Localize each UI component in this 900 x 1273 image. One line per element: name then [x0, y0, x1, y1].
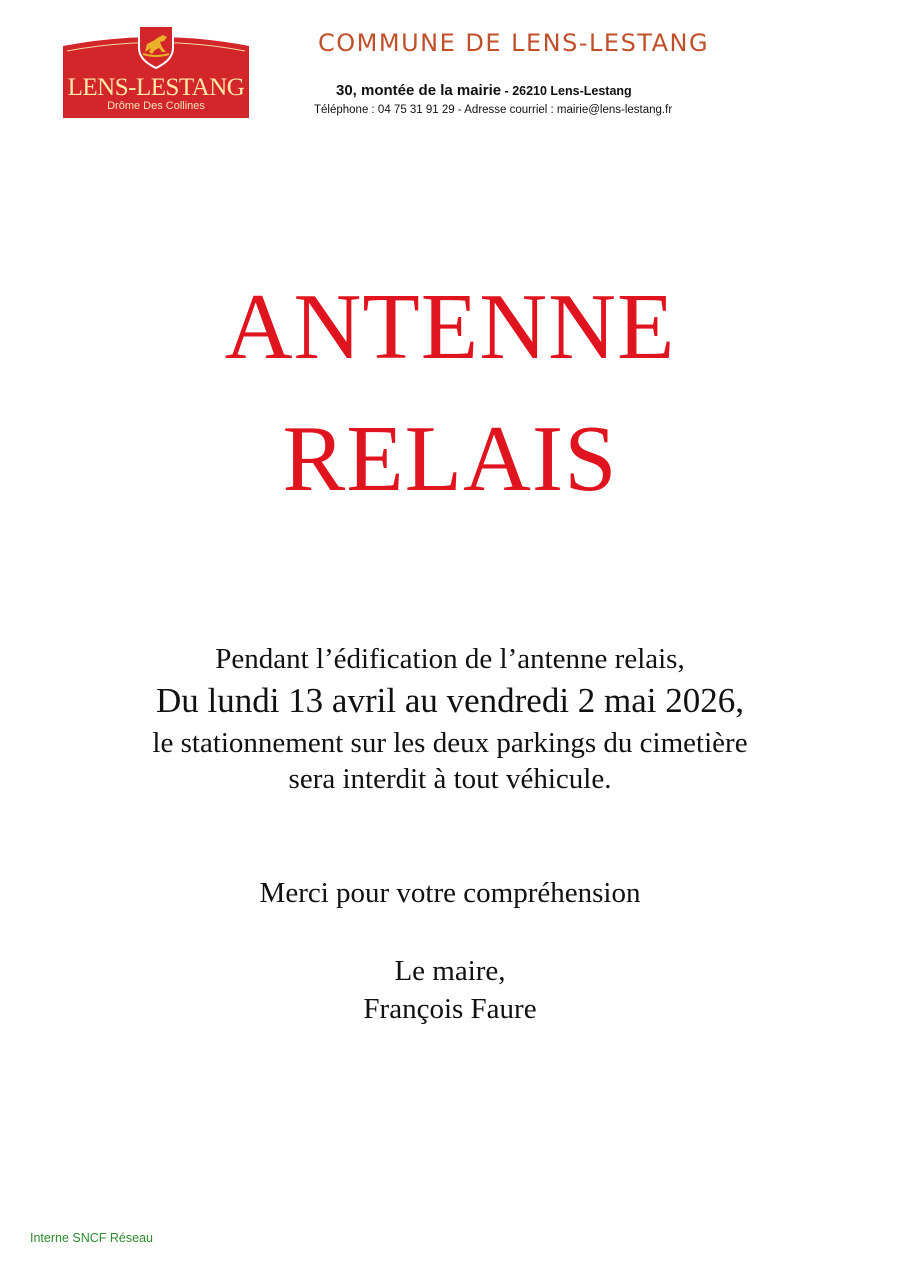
signature-role: Le maire,: [394, 955, 506, 987]
logo-name: LENS-LESTANG: [67, 74, 245, 101]
address-street: 30, montée de la mairie: [336, 82, 502, 99]
address-city: 26210 Lens-Lestang: [512, 84, 632, 98]
address-separator: -: [501, 84, 513, 98]
commune-title: COMMUNE DE LENS-LESTANG: [318, 29, 710, 57]
notice-dates: Du lundi 13 avril au vendredi 2 mai 2026,: [155, 681, 745, 720]
notice-intro: Pendant l’édification de l’antenne relais,: [215, 643, 685, 675]
notice-parking: le stationnement sur les deux parkings du cimetière: [152, 727, 748, 759]
classification-label: Interne SNCF Réseau: [30, 1231, 153, 1245]
logo-tagline: Drôme Des Collines: [107, 100, 205, 112]
notice-prohibition: sera interdit à tout véhicule.: [288, 763, 612, 795]
signature-name: François Faure: [363, 993, 537, 1025]
thanks-line: Merci pour votre compréhension: [259, 877, 641, 909]
address-line: [336, 82, 632, 100]
headline-line-1: ANTENNE: [224, 275, 676, 379]
contact-line: Téléphone : 04 75 31 91 29 - Adresse courriel : mairie@lens-lestang.fr: [314, 104, 673, 116]
commune-logo: [63, 24, 249, 118]
headline-line-2: RELAIS: [282, 407, 618, 511]
